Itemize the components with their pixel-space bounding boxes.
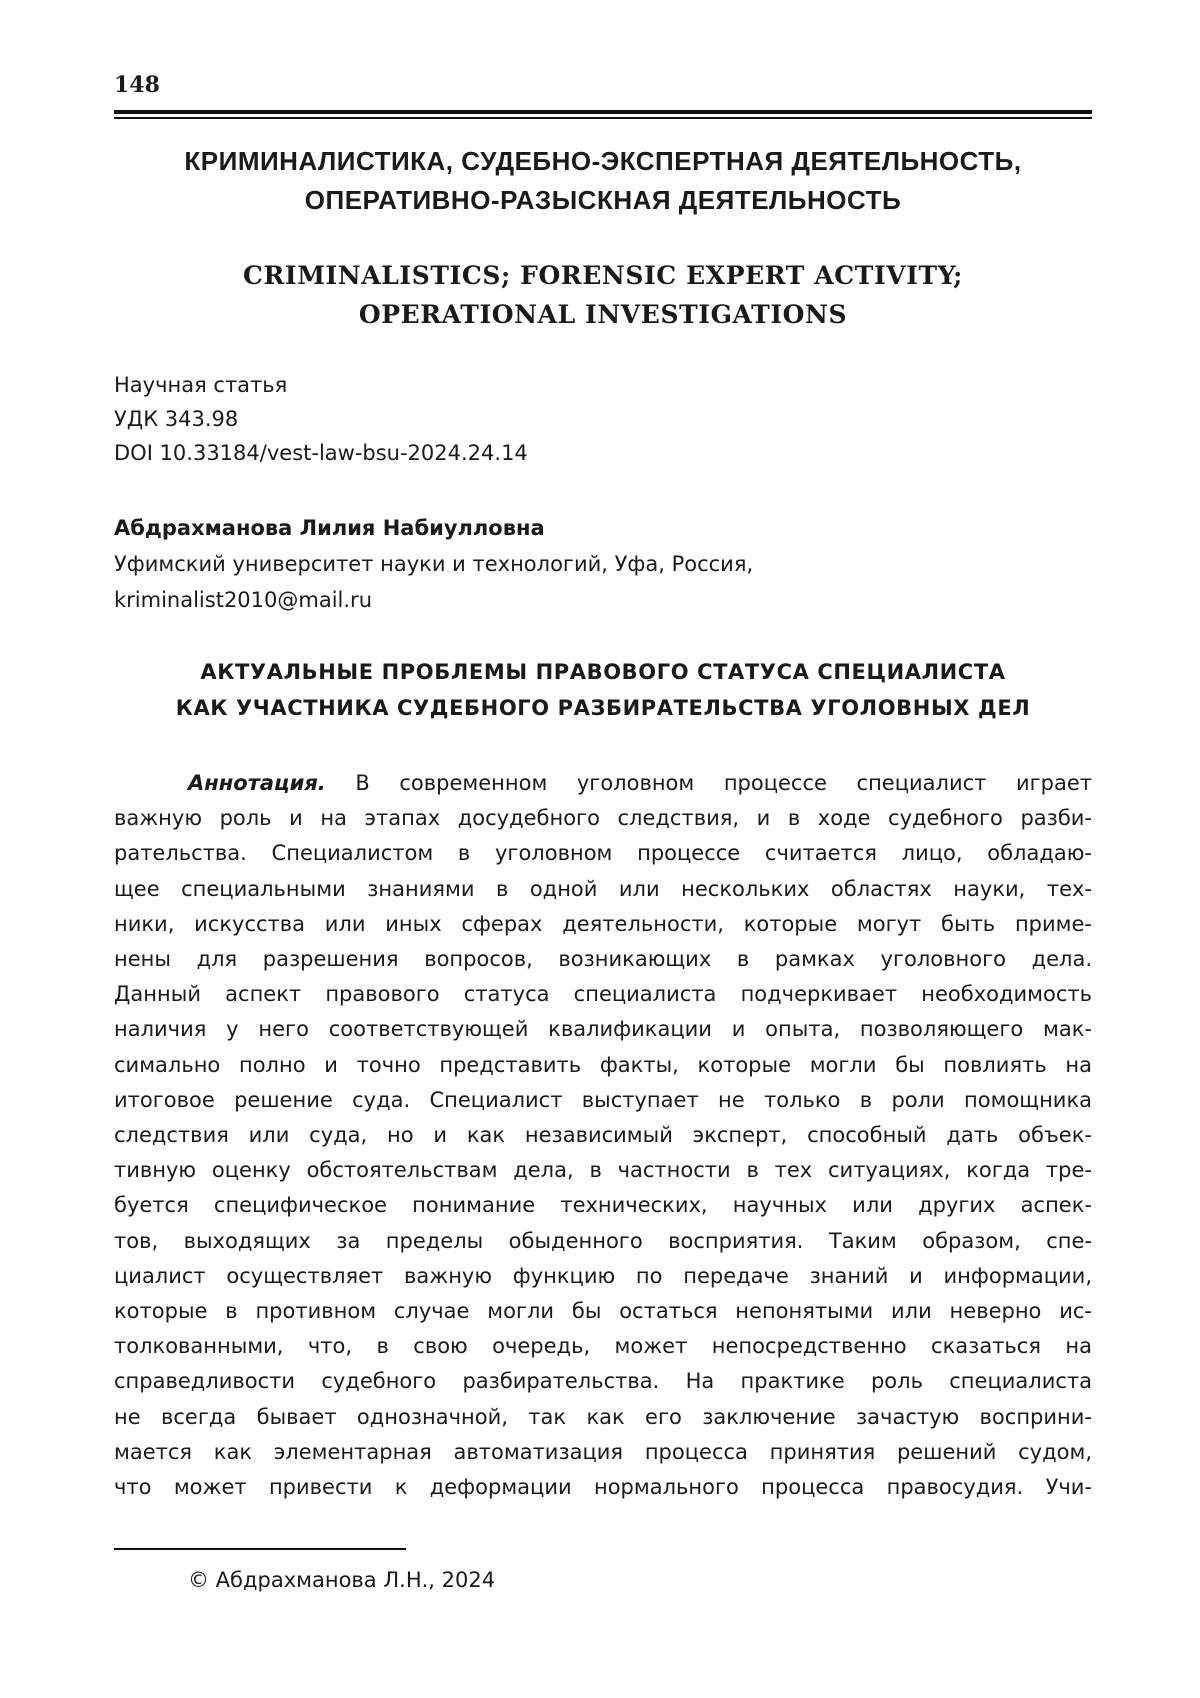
abstract-line: которые в противном случае могли бы остаться непонятыми или неверно ис- <box>114 1299 1092 1324</box>
author-affiliation: Уфимский университет науки и технологий, Уфа, Россия, <box>114 552 754 576</box>
udc-code: УДК 343.98 <box>114 407 239 431</box>
header-rule-thin <box>114 117 1092 119</box>
doi: DOI 10.33184/vest-law-bsu-2024.24.14 <box>114 441 528 465</box>
page-number: 148 <box>114 72 160 98</box>
section-title-en <box>114 256 1092 334</box>
section-title-ru-line: ОПЕРАТИВНО-РАЗЫСКНАЯ ДЕЯТЕЛЬНОСТЬ <box>304 185 902 215</box>
article-title <box>114 654 1092 726</box>
header-rule-thick <box>114 110 1092 114</box>
abstract-line: нены для разрешения вопросов, возникающих в рамках уголовного дела. <box>114 947 1092 972</box>
section-title-en-line: CRIMINALISTICS; FORENSIC EXPERT ACTIVITY; <box>243 261 963 290</box>
author-email: kriminalist2010@mail.ru <box>114 588 372 612</box>
section-title-ru <box>114 142 1092 220</box>
abstract-line: толкованными, что, в свою очередь, может непосредственно сказаться на <box>114 1334 1092 1359</box>
section-title-en-line: OPERATIONAL INVESTIGATIONS <box>358 300 848 329</box>
abstract-line: симально полно и точно представить факты, которые могли бы повлиять на <box>114 1052 1092 1077</box>
abstract-line: Данный аспект правового статуса специалиста подчеркивает необходимость <box>114 982 1092 1007</box>
abstract-line: тивную оценку обстоятельствам дела, в частности в тех ситуациях, когда тре- <box>114 1158 1092 1183</box>
author-name: Абдрахманова Лилия Набиулловна <box>114 516 545 540</box>
abstract-line: мается как элементарная автоматизация процесса принятия решений судом, <box>114 1439 1092 1464</box>
abstract-line: циалист осуществляет важную функцию по передаче знаний и информации, <box>114 1263 1092 1288</box>
abstract-line: справедливости судебного разбирательства. На практике роль специалиста <box>114 1369 1092 1394</box>
abstract-line-text: В современном уголовном процессе специалист играет <box>355 771 1092 795</box>
article-meta <box>114 368 528 470</box>
abstract-line: наличия у него соответствующей квалификации и опыта, позволяющего мак- <box>114 1017 1092 1042</box>
abstract-line: тов, выходящих за пределы обыденного восприятия. Таким образом, спе- <box>114 1228 1092 1253</box>
abstract-line: щее специальными знаниями в одной или нескольких областях науки, тех- <box>114 876 1092 901</box>
abstract <box>114 766 1092 1505</box>
abstract-line: важную роль и на этапах досудебного следствия, и в ходе судебного разби- <box>114 806 1092 831</box>
abstract-line: что может привести к деформации нормального процесса правосудия. Учи- <box>114 1475 1092 1500</box>
abstract-line <box>114 766 1092 801</box>
abstract-line: ники, искусства или иных сферах деятельности, которые могут быть приме- <box>114 911 1092 936</box>
abstract-label: Аннотация. <box>188 771 326 795</box>
author-block <box>114 510 753 618</box>
copyright-footnote: © Абдрахманова Л.Н., 2024 <box>188 1568 496 1592</box>
abstract-line: буется специфическое понимание технических, научных или других аспек- <box>114 1193 1092 1218</box>
section-title-ru-line: КРИМИНАЛИСТИКА, СУДЕБНО-ЭКСПЕРТНАЯ ДЕЯТЕЛЬНОСТЬ, <box>184 146 1022 176</box>
abstract-line: следствия или суда, но и как независимый эксперт, способный дать объек- <box>114 1123 1092 1148</box>
abstract-line: не всегда бывает однозначной, так как его заключение зачастую восприни- <box>114 1404 1092 1429</box>
footnote-divider <box>114 1548 406 1550</box>
abstract-line: итоговое решение суда. Специалист выступает не только в роли помощника <box>114 1087 1092 1112</box>
article-type: Научная статья <box>114 373 288 397</box>
article-title-line: КАК УЧАСТНИКА СУДЕБНОГО РАЗБИРАТЕЛЬСТВА УГОЛОВНЫХ ДЕЛ <box>175 696 1031 720</box>
article-title-line: АКТУАЛЬНЫЕ ПРОБЛЕМЫ ПРАВОВОГО СТАТУСА СПЕЦИАЛИСТА <box>200 660 1006 684</box>
abstract-line: рательства. Специалистом в уголовном процессе считается лицо, обладаю- <box>114 841 1092 866</box>
